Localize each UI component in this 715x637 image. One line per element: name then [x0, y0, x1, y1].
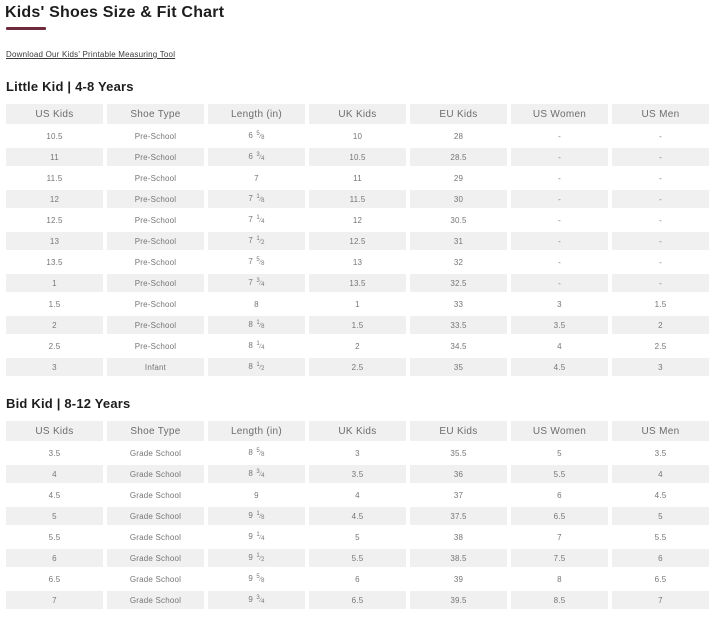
table-cell: -: [511, 169, 608, 187]
table-cell: Pre-School: [107, 316, 204, 334]
table-cell: 10.5: [6, 127, 103, 145]
table-cell: -: [511, 253, 608, 271]
table-cell: 6.5: [309, 591, 406, 609]
table-cell: 31: [410, 232, 507, 250]
table-cell: 3.5: [612, 444, 709, 462]
table-cell: 33.5: [410, 316, 507, 334]
header-row: [6, 421, 709, 441]
table-cell: 30: [410, 190, 507, 208]
table-cell: 7 $^3⁄_4$: [208, 274, 305, 292]
table-cell: -: [612, 127, 709, 145]
table-cell: 8 $^5⁄_8$: [208, 444, 305, 462]
table-cell: 5: [511, 444, 608, 462]
table-cell: 32: [410, 253, 507, 271]
table-cell: 36: [410, 465, 507, 483]
table-cell: 2: [309, 337, 406, 355]
table-cell: 33: [410, 295, 507, 313]
table-row: [6, 232, 709, 250]
table-cell: 37.5: [410, 507, 507, 525]
table-cell: 11.5: [309, 190, 406, 208]
table-cell: 7: [511, 528, 608, 546]
column-header: US Women: [511, 104, 608, 124]
table-cell: 12.5: [6, 211, 103, 229]
column-header: US Men: [612, 104, 709, 124]
table-cell: 3: [612, 358, 709, 376]
table-cell: Grade School: [107, 465, 204, 483]
big-kid-section: [2, 396, 713, 612]
table-cell: 35.5: [410, 444, 507, 462]
table-cell: Pre-School: [107, 190, 204, 208]
table-cell: -: [511, 127, 608, 145]
table-cell: 9 $^1⁄_4$: [208, 528, 305, 546]
table-cell: Pre-School: [107, 127, 204, 145]
table-cell: 3.5: [309, 465, 406, 483]
column-header: Shoe Type: [107, 421, 204, 441]
table-cell: 7 $^1⁄_4$: [208, 211, 305, 229]
little-kid-section: [2, 79, 713, 379]
table-row: [6, 253, 709, 271]
table-cell: 9 $^1⁄_2$: [208, 549, 305, 567]
table-cell: 2.5: [6, 337, 103, 355]
table-row: [6, 190, 709, 208]
table-cell: 2.5: [309, 358, 406, 376]
table-cell: Grade School: [107, 507, 204, 525]
table-cell: 8 $^1⁄_2$: [208, 358, 305, 376]
table-cell: Pre-School: [107, 274, 204, 292]
table-cell: 7: [6, 591, 103, 609]
table-cell: 39: [410, 570, 507, 588]
table-row: [6, 274, 709, 292]
table-cell: 4: [612, 465, 709, 483]
table-cell: Grade School: [107, 486, 204, 504]
table-cell: 6.5: [6, 570, 103, 588]
table-cell: -: [612, 190, 709, 208]
table-cell: Grade School: [107, 444, 204, 462]
table-cell: -: [511, 274, 608, 292]
table-cell: 9: [208, 486, 305, 504]
table-cell: Grade School: [107, 570, 204, 588]
column-header: Length (in): [208, 421, 305, 441]
little-kid-size-table: [2, 101, 713, 379]
title-accent-underline: [6, 27, 46, 30]
table-cell: 13: [309, 253, 406, 271]
table-row: [6, 295, 709, 313]
table-cell: 12: [309, 211, 406, 229]
table-cell: 2.5: [612, 337, 709, 355]
table-cell: 7: [612, 591, 709, 609]
table-row: [6, 465, 709, 483]
table-cell: 13.5: [6, 253, 103, 271]
column-header: EU Kids: [410, 421, 507, 441]
table-row: [6, 337, 709, 355]
table-cell: Pre-School: [107, 253, 204, 271]
table-cell: -: [511, 148, 608, 166]
column-header: EU Kids: [410, 104, 507, 124]
table-cell: Infant: [107, 358, 204, 376]
table-cell: 2: [612, 316, 709, 334]
table-cell: Grade School: [107, 591, 204, 609]
table-cell: 5.5: [6, 528, 103, 546]
table-cell: 8 $^1⁄_8$: [208, 316, 305, 334]
column-header: Length (in): [208, 104, 305, 124]
table-cell: 10.5: [309, 148, 406, 166]
download-measuring-tool-link[interactable]: Download Our Kids' Printable Measuring Tool: [6, 50, 176, 59]
table-cell: 7 $^1⁄_8$: [208, 190, 305, 208]
table-body: [6, 444, 709, 609]
table-cell: 1.5: [6, 295, 103, 313]
table-cell: 5: [309, 528, 406, 546]
table-cell: -: [511, 211, 608, 229]
table-row: [6, 486, 709, 504]
table-cell: 7.5: [511, 549, 608, 567]
table-cell: 34.5: [410, 337, 507, 355]
table-head: [6, 421, 709, 441]
table-cell: Pre-School: [107, 295, 204, 313]
column-header: Shoe Type: [107, 104, 204, 124]
table-cell: 5: [6, 507, 103, 525]
table-cell: 1.5: [612, 295, 709, 313]
table-cell: Pre-School: [107, 232, 204, 250]
table-cell: 13.5: [309, 274, 406, 292]
table-row: [6, 591, 709, 609]
table-head: [6, 104, 709, 124]
table-cell: 13: [6, 232, 103, 250]
table-cell: 4: [309, 486, 406, 504]
table-cell: Pre-School: [107, 337, 204, 355]
table-cell: 4.5: [6, 486, 103, 504]
table-cell: -: [612, 211, 709, 229]
table-cell: 3: [309, 444, 406, 462]
table-cell: 38.5: [410, 549, 507, 567]
table-cell: 1: [6, 274, 103, 292]
table-cell: -: [511, 190, 608, 208]
table-cell: 4.5: [511, 358, 608, 376]
table-cell: 30.5: [410, 211, 507, 229]
table-cell: -: [612, 253, 709, 271]
table-cell: 9 $^5⁄_8$: [208, 570, 305, 588]
table-cell: Pre-School: [107, 148, 204, 166]
table-cell: 6: [511, 486, 608, 504]
table-cell: -: [612, 274, 709, 292]
column-header: US Kids: [6, 104, 103, 124]
column-header: UK Kids: [309, 104, 406, 124]
column-header: US Women: [511, 421, 608, 441]
table-cell: 8: [208, 295, 305, 313]
table-cell: 6.5: [511, 507, 608, 525]
table-cell: 7 $^5⁄_8$: [208, 253, 305, 271]
table-cell: 9 $^1⁄_8$: [208, 507, 305, 525]
table-cell: 5.5: [612, 528, 709, 546]
table-cell: 6: [612, 549, 709, 567]
table-row: [6, 528, 709, 546]
table-cell: 9 $^3⁄_4$: [208, 591, 305, 609]
table-cell: -: [511, 232, 608, 250]
table-row: [6, 211, 709, 229]
table-cell: 11: [6, 148, 103, 166]
table-cell: 6: [6, 549, 103, 567]
column-header: US Men: [612, 421, 709, 441]
table-row: [6, 358, 709, 376]
table-cell: 8: [511, 570, 608, 588]
table-cell: 7: [208, 169, 305, 187]
table-cell: 3.5: [511, 316, 608, 334]
table-body: [6, 127, 709, 376]
table-cell: 12: [6, 190, 103, 208]
table-row: [6, 570, 709, 588]
column-header: US Kids: [6, 421, 103, 441]
table-cell: 28.5: [410, 148, 507, 166]
table-cell: 3.5: [6, 444, 103, 462]
section-heading-little-kid: Little Kid | 4-8 Years: [6, 79, 134, 94]
table-cell: 7 $^1⁄_2$: [208, 232, 305, 250]
table-cell: 12.5: [309, 232, 406, 250]
table-row: [6, 169, 709, 187]
table-cell: -: [612, 169, 709, 187]
table-cell: 6 $^5⁄_8$: [208, 127, 305, 145]
page-title: Kids' Shoes Size & Fit Chart: [5, 4, 225, 21]
table-cell: 6 $^3⁄_4$: [208, 148, 305, 166]
table-cell: 1: [309, 295, 406, 313]
section-heading-big-kid: Bid Kid | 8-12 Years: [6, 396, 131, 411]
table-cell: 3: [6, 358, 103, 376]
table-cell: 1.5: [309, 316, 406, 334]
table-cell: Pre-School: [107, 211, 204, 229]
table-cell: 39.5: [410, 591, 507, 609]
table-cell: -: [612, 148, 709, 166]
table-cell: 8.5: [511, 591, 608, 609]
table-cell: 6.5: [612, 570, 709, 588]
table-cell: 32.5: [410, 274, 507, 292]
table-cell: 8 $^3⁄_4$: [208, 465, 305, 483]
table-row: [6, 549, 709, 567]
table-cell: Grade School: [107, 528, 204, 546]
table-cell: 6: [309, 570, 406, 588]
column-header: UK Kids: [309, 421, 406, 441]
table-cell: -: [612, 232, 709, 250]
table-row: [6, 507, 709, 525]
table-row: [6, 316, 709, 334]
table-cell: 2: [6, 316, 103, 334]
table-row: [6, 127, 709, 145]
big-kid-size-table: [2, 418, 713, 612]
table-cell: 29: [410, 169, 507, 187]
table-cell: 4: [6, 465, 103, 483]
table-cell: Pre-School: [107, 169, 204, 187]
table-row: [6, 444, 709, 462]
table-cell: 4.5: [612, 486, 709, 504]
table-row: [6, 148, 709, 166]
table-cell: 11.5: [6, 169, 103, 187]
header-row: [6, 104, 709, 124]
table-cell: 37: [410, 486, 507, 504]
table-cell: 4: [511, 337, 608, 355]
table-cell: 3: [511, 295, 608, 313]
table-cell: 4.5: [309, 507, 406, 525]
table-cell: 10: [309, 127, 406, 145]
table-cell: 8 $^1⁄_4$: [208, 337, 305, 355]
table-cell: 5: [612, 507, 709, 525]
table-cell: 35: [410, 358, 507, 376]
table-cell: Grade School: [107, 549, 204, 567]
table-cell: 28: [410, 127, 507, 145]
table-cell: 5.5: [309, 549, 406, 567]
table-cell: 5.5: [511, 465, 608, 483]
table-cell: 11: [309, 169, 406, 187]
table-cell: 38: [410, 528, 507, 546]
